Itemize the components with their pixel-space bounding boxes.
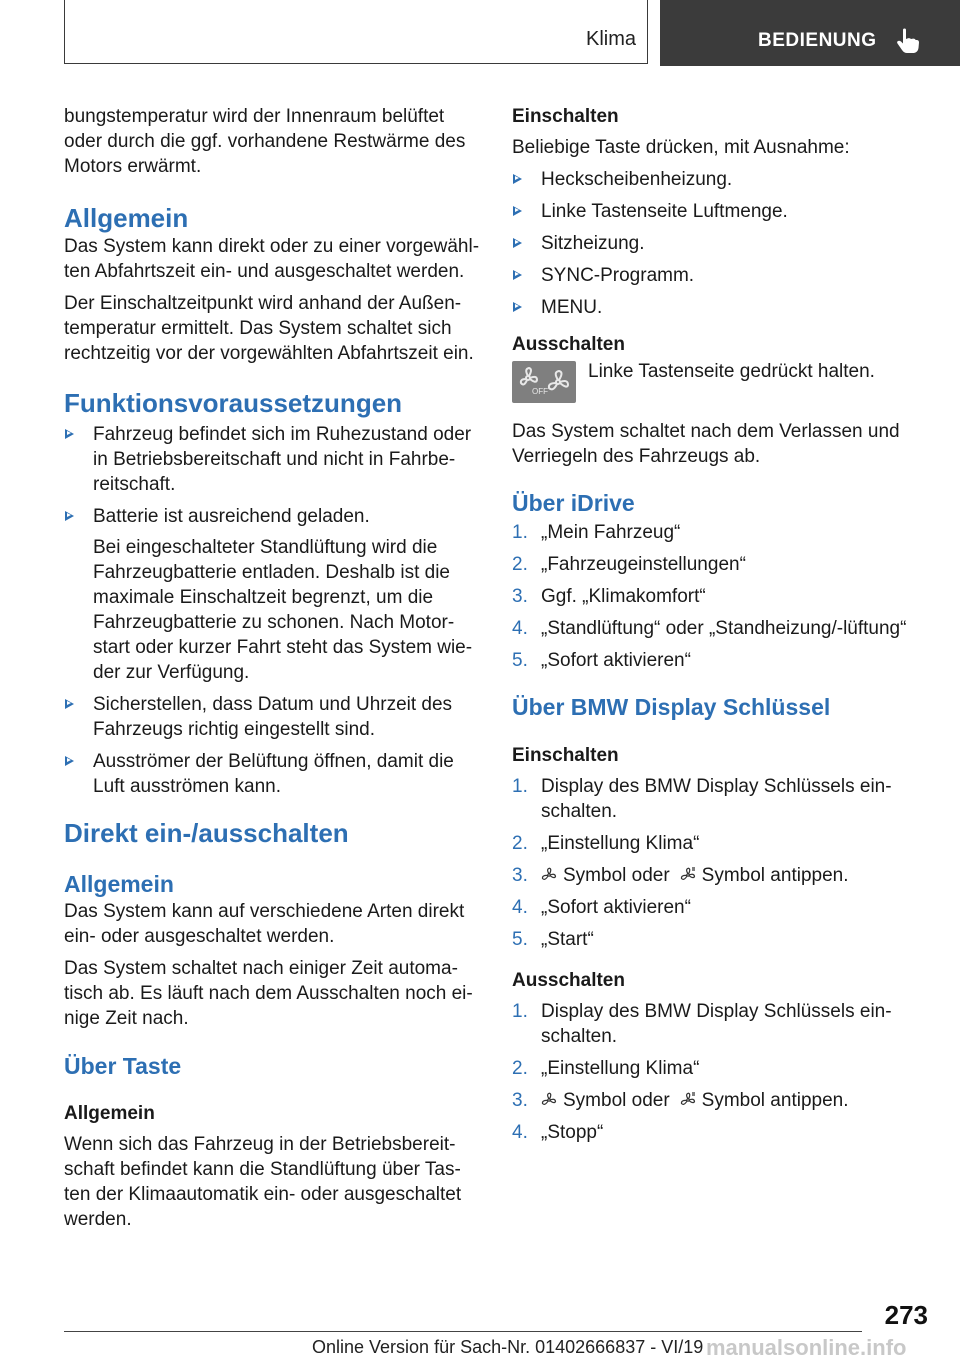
list-item: 3. Symbol oder Symbol antippen. <box>512 865 849 886</box>
heading-direkt: Direkt ein-/ausschalten <box>64 818 349 848</box>
key-on-steps <box>512 774 932 952</box>
chapter-tab <box>660 0 960 66</box>
heading-taste-allgemein: Allgemein <box>64 1103 155 1124</box>
list-item: 1. Display des BMW Display Schlüssels ein‐ schalten. <box>512 1001 892 1047</box>
list-item: 3. Ggf. „Klimakomfort“ <box>512 586 706 607</box>
triangle-bullet-icon <box>513 270 522 280</box>
heading-display-schluessel: Über BMW Display Schlüssel <box>512 694 831 720</box>
list-item: Heckscheibenheizung. <box>512 167 932 192</box>
list-item: 5. „Start“ <box>512 929 594 950</box>
footer-divider <box>64 1331 862 1332</box>
fan-icon <box>680 867 696 883</box>
battery-note: Bei eingeschalteter Standlüftung wird die Fahrzeugbatterie entladen. Deshalb ist die maximale Einschaltzeit begrenzt, um die Fahrzeugbatterie zu schonen. Nach Motor‐ start oder kurzer Fahrt steht das System wie‐ der zur Verfügung. <box>93 537 473 683</box>
list-item: 4. „Sofort aktivieren“ <box>512 897 691 918</box>
heading-ueber-taste: Über Taste <box>64 1053 182 1079</box>
allgemein-paragraph-2: Der Einschaltzeitpunkt wird anhand der Außen‐ temperatur ermittelt. Das System schaltet sich rechtzeitig vor der vorgewählten Abfahrtszeit ein. <box>64 293 474 364</box>
list-item: Ausströmer der Belüftung öffnen, damit die Luft ausströmen kann. <box>64 749 480 799</box>
fan-icon <box>680 1092 696 1108</box>
section-title: Klima <box>585 28 636 50</box>
direkt-paragraph-1: Das System kann auf verschiedene Arten direkt ein- oder ausgeschaltet werden. <box>64 901 465 947</box>
list-item: 1. Display des BMW Display Schlüssels ein‐ schalten. <box>512 776 892 822</box>
intro-paragraph: bungstemperatur wird der Innenraum belüftet oder durch die ggf. vorhandene Restwärme des Motors erwärmt. <box>64 106 466 177</box>
list-item: SYNC-Programm. <box>512 263 932 288</box>
heading-ueber-idrive: Über iDrive <box>512 490 635 516</box>
left-column <box>64 104 480 1239</box>
header-frame <box>64 0 648 64</box>
list-item: 2. „Einstellung Klima“ <box>512 833 700 854</box>
list-item: 2. „Fahrzeugeinstellungen“ <box>512 554 746 575</box>
triangle-bullet-icon <box>513 238 522 248</box>
fan-off-key-icon <box>512 361 576 403</box>
list-item: Fahrzeug befindet sich im Ruhezustand oder in Betriebsbereitschaft und nicht in Fahrbe‐ reitschaft. <box>64 422 480 497</box>
list-item: 4. „Standlüftung“ oder „Standheizung/-lüftung“ <box>512 618 907 639</box>
page-number: 273 <box>884 1300 928 1330</box>
key-instruction-text: Linke Tastenseite gedrückt halten. <box>588 361 875 382</box>
triangle-bullet-icon <box>65 429 74 439</box>
list-item: 5. „Sofort aktivieren“ <box>512 650 691 671</box>
heading-allgemein: Allgemein <box>64 203 189 233</box>
watermark: manualsonline.info <box>706 1335 907 1360</box>
heading-key-ausschalten: Ausschalten <box>512 970 625 991</box>
direkt-paragraph-2: Das System schaltet nach einiger Zeit automa‐ tisch ab. Es läuft nach dem Ausschalten noch ei‐ nige Zeit nach. <box>64 958 473 1029</box>
list-item: Sicherstellen, dass Datum und Uhrzeit des Fahrzeugs richtig eingestellt sind. <box>64 692 480 742</box>
list-item: Linke Tastenseite Luftmenge. <box>512 199 932 224</box>
fan-icon <box>541 1092 557 1108</box>
triangle-bullet-icon <box>65 511 74 521</box>
footer-text: Online Version für Sach-Nr. 01402666837 - VI/19 <box>312 1337 704 1357</box>
right-column <box>512 104 932 1152</box>
triangle-bullet-icon <box>65 699 74 709</box>
chapter-title: BEDIENUNG <box>758 30 877 51</box>
list-item: Sitzheizung. <box>512 231 932 256</box>
fan-icon <box>541 867 557 883</box>
taste-paragraph: Wenn sich das Fahrzeug in der Betriebsbereit‐ schaft befindet kann die Standlüftung über Tas‐ ten der Klimaautomatik ein- oder ausgeschaltet werden. <box>64 1134 462 1230</box>
hand-pointer-icon <box>896 28 920 54</box>
triangle-bullet-icon <box>513 174 522 184</box>
heading-einschalten: Einschalten <box>512 106 619 127</box>
list-item: 1. „Mein Fahrzeug“ <box>512 522 681 543</box>
triangle-bullet-icon <box>65 756 74 766</box>
allgemein-paragraph-1: Das System kann direkt oder zu einer vorgewähl‐ ten Abfahrtszeit ein- und ausgeschaltet werden. <box>64 236 480 282</box>
heading-funktionsvoraussetzungen: Funktionsvoraussetzungen <box>64 388 403 418</box>
svg-text:OFF: OFF <box>532 387 548 396</box>
key-off-steps <box>512 999 932 1145</box>
idrive-steps <box>512 520 932 673</box>
requirements-list <box>64 422 480 799</box>
key-instruction <box>512 359 932 411</box>
list-item: 3. Symbol oder Symbol antippen. <box>512 1090 849 1111</box>
ausschalten-paragraph: Das System schaltet nach dem Verlassen und Verriegeln des Fahrzeugs ab. <box>512 421 900 467</box>
list-item: 2. „Einstellung Klima“ <box>512 1058 700 1079</box>
heading-ausschalten: Ausschalten <box>512 334 625 355</box>
einschalten-paragraph: Beliebige Taste drücken, mit Ausnahme: <box>512 137 850 158</box>
list-item: Batterie ist ausreichend geladen. Bei eingeschalteter Standlüftung wird die Fahrzeugbatterie entladen. Deshalb ist die maximale Einschaltzeit begrenzt, um die Fahrzeugbatterie zu schonen. Nach Motor‐ start oder kurzer Fahrt steht das System wie‐ der zur Verfügung. <box>64 504 480 685</box>
heading-key-einschalten: Einschalten <box>512 745 619 766</box>
list-item: 4. „Stopp“ <box>512 1122 604 1143</box>
list-item: MENU. <box>512 295 932 320</box>
heading-direkt-allgemein: Allgemein <box>64 871 174 897</box>
triangle-bullet-icon <box>513 302 522 312</box>
triangle-bullet-icon <box>513 206 522 216</box>
exceptions-list <box>512 167 932 320</box>
